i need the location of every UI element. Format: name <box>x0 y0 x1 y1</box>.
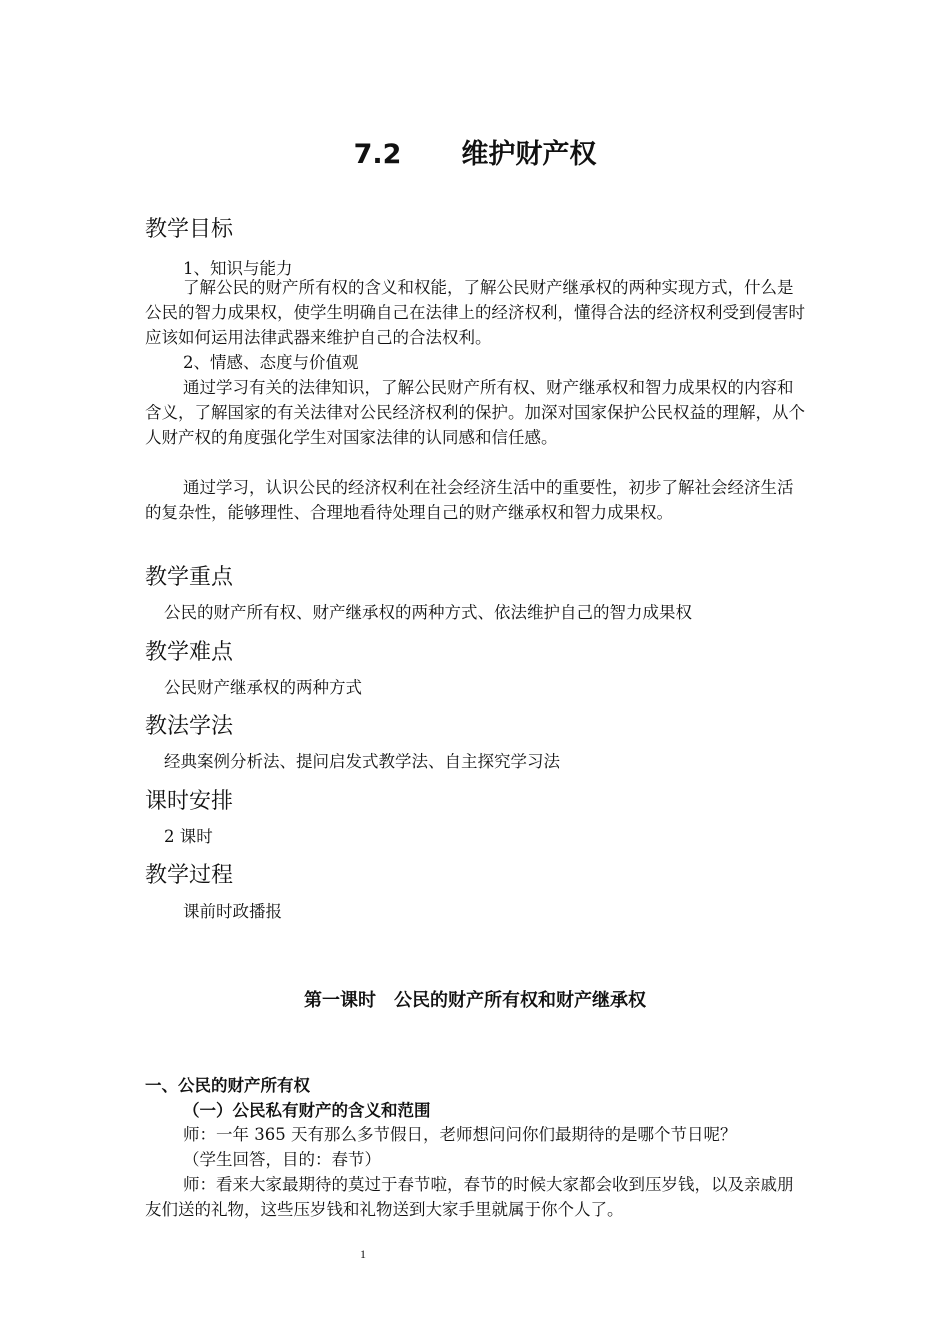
lesson1-line3: 师：看来大家最期待的莫过于春节啦，春节的时候大家都会收到压岁钱，以及亲戚朋友们送的礼物，这些压岁钱和礼物送到大家手里就属于你个人了。 <box>145 1175 794 1219</box>
objectives-s1-text: 了解公民的财产所有权的含义和权能，了解公民财产继承权的两种实现方式，什么是公民的智力成果权，使学生明确自己在法律上的经济权利，懂得合法的经济权利受到侵害时应该如何运用法律武器来维护自己的合法权利。 <box>145 278 805 347</box>
document-title <box>0 132 950 171</box>
process-heading: 教学过程 <box>145 863 234 888</box>
key-points-text: 公民的财产所有权、财产继承权的两种方式、依法维护自己的智力成果权 <box>164 603 692 622</box>
key-points-heading: 教学重点 <box>145 565 234 590</box>
page-number: 1 <box>360 1247 366 1261</box>
objectives-s2-text2: 通过学习，认识公民的经济权利在社会经济生活中的重要性，初步了解社会经济生活的复杂性，能够理性、合理地看待处理自己的财产继承权和智力成果权。 <box>145 478 794 522</box>
schedule-text: 2 课时 <box>164 827 213 846</box>
lesson1-title: 第一课时 公民的财产所有权和财产继承权 <box>304 990 646 1011</box>
objectives-s2-title: 2、情感、态度与价值观 <box>183 353 359 372</box>
methods-heading: 教法学法 <box>145 714 234 739</box>
lesson1-part1: 一、公民的财产所有权 <box>145 1076 310 1095</box>
title-number: 7.2 <box>353 139 402 170</box>
objectives-s1-title: 1、知识与能力 <box>183 259 293 278</box>
difficulties-text: 公民财产继承权的两种方式 <box>164 678 362 697</box>
process-text: 课前时政播报 <box>183 902 282 921</box>
difficulties-heading: 教学难点 <box>145 640 234 665</box>
lesson1-line1: 师：一年 365 天有那么多节假日，老师想问问你们最期待的是哪个节日呢？ <box>183 1125 737 1144</box>
methods-text: 经典案例分析法、提问启发式教学法、自主探究学习法 <box>164 752 560 771</box>
title-text: 维护财产权 <box>461 139 597 170</box>
lesson1-part1-sub: （一）公民私有财产的含义和范围 <box>183 1101 431 1120</box>
objectives-s2-text1: 通过学习有关的法律知识，了解公民财产所有权、财产继承权和智力成果权的内容和含义，了解国家的有关法律对公民经济权利的保护。加深对国家保护公民权益的理解，从个人财产权的角度强化学生对国家法律的认同感和信任感。 <box>145 378 805 447</box>
lesson1-line2: （学生回答，目的：春节） <box>183 1150 381 1169</box>
objectives-heading: 教学目标 <box>145 217 234 242</box>
schedule-heading: 课时安排 <box>145 789 234 814</box>
